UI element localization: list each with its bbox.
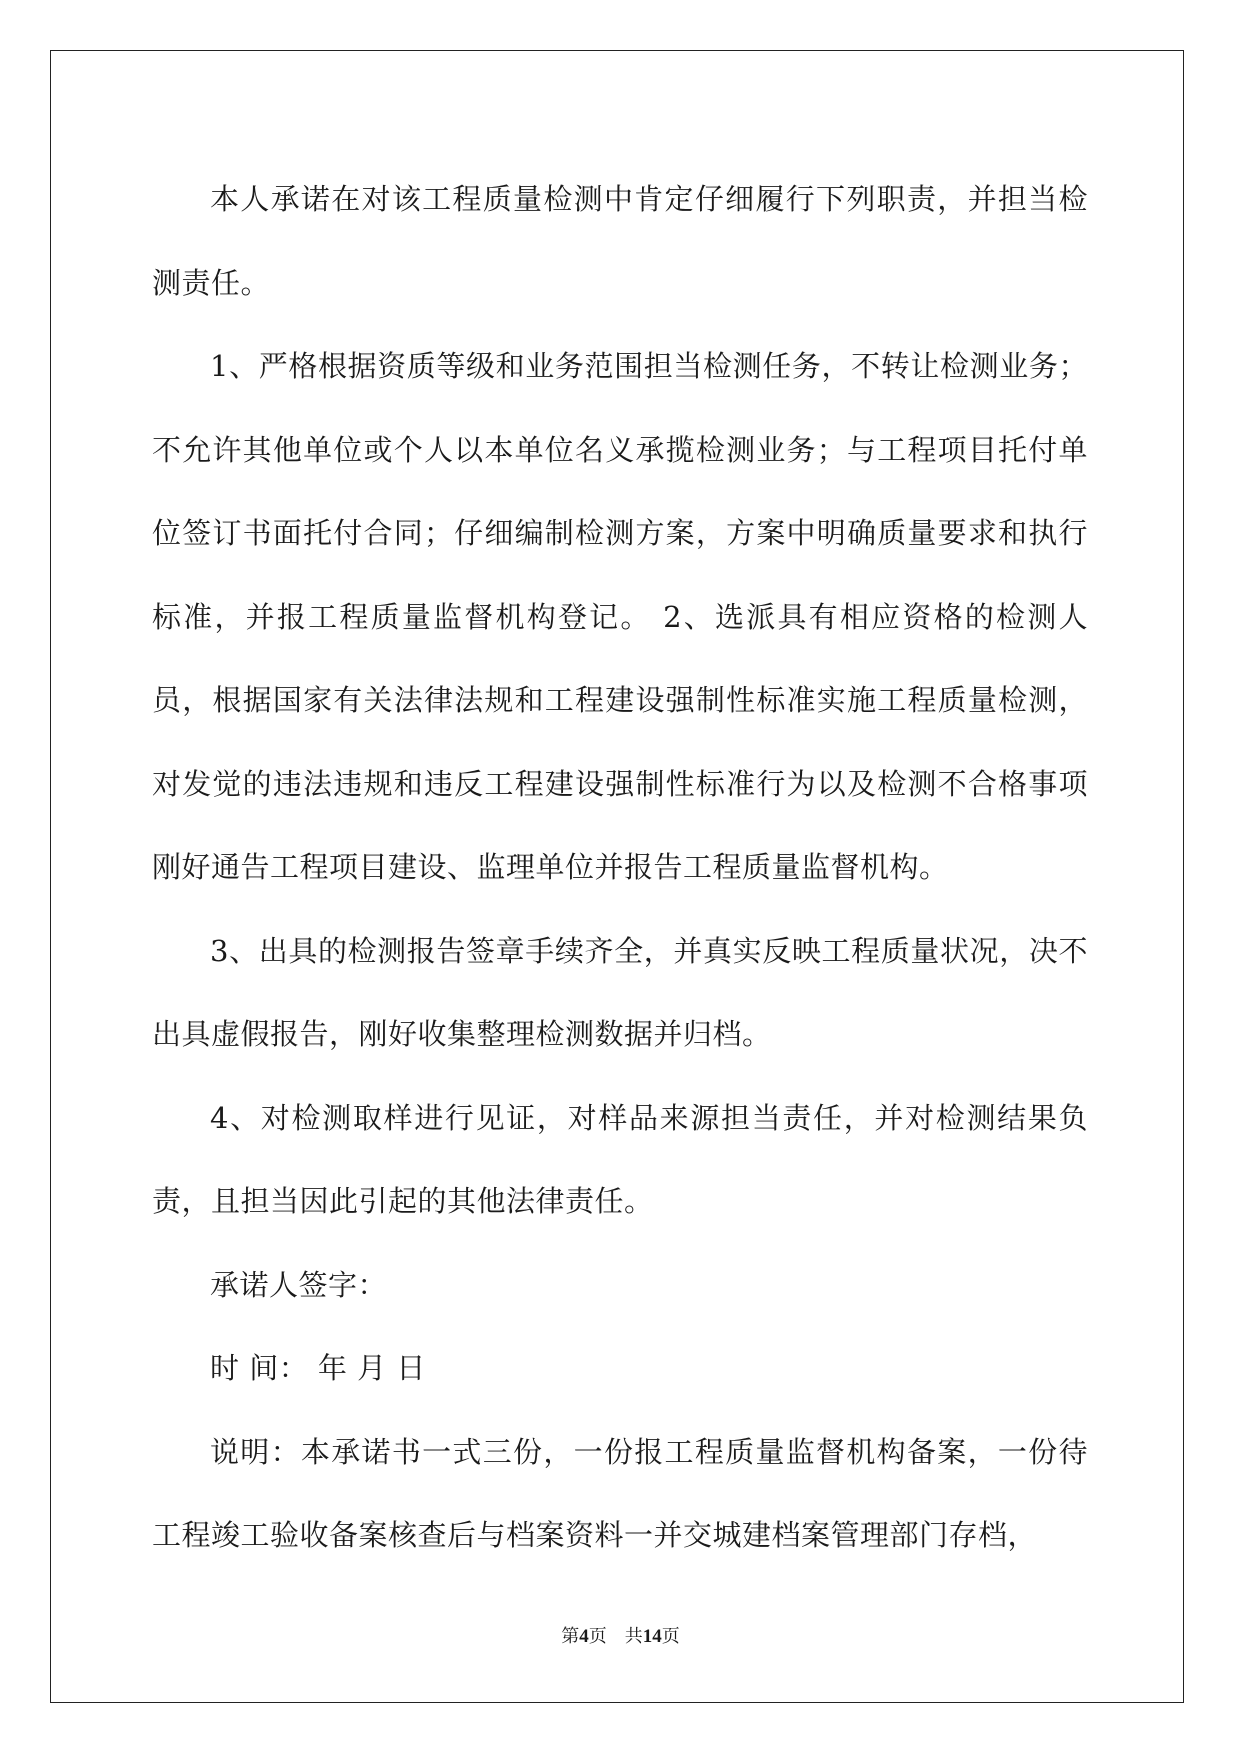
date-line: 时 间： 年 月 日	[210, 1351, 426, 1385]
footer-total-prefix: 共	[624, 1626, 643, 1647]
paragraph-intro: 本人承诺在对该工程质量检测中肯定仔细履行下列职责，并担当检测责任。	[152, 182, 1088, 300]
signature-line: 承诺人签字：	[210, 1267, 388, 1302]
paragraph-items-1-2: 1、严格根据资质等级和业务范围担当检测任务，不转让检测业务；不允许其他单位或个人以本单位名义承揽检测业务；与工程项目托付单位签订书面托付合同；仔细编制检测方案，方案中明确质量要求和执行标准，并报工程质量监督机构登记。 2、选派具有相应资格的检测人员，根据国家有关法律法规和工程建设强制性标准实施工程质量检测，对发觉的违法违规和违反工程建设强制性标准行为以及检测不合格事项刚好通告工程项目建设、监理单位并报告工程质量监督机构。	[152, 349, 1088, 884]
paragraph-item-4: 4、对检测取样进行见证，对样品来源担当责任，并对检测结果负责，且担当因此引起的其他法律责任。	[152, 1100, 1088, 1218]
footer-total-suffix: 页	[661, 1626, 680, 1647]
document-body	[152, 158, 1088, 1578]
footer-prefix: 第	[561, 1626, 580, 1647]
paragraph-note: 说明：本承诺书一式三份，一份报工程质量监督机构备案，一份待工程竣工验收备案核查后与档案资料一并交城建档案管理部门存档，	[152, 1434, 1088, 1552]
page-footer	[0, 1622, 1241, 1648]
paragraph-item-3: 3、出具的检测报告签章手续齐全，并真实反映工程质量状况，决不出具虚假报告，刚好收集整理检测数据并归档。	[152, 933, 1088, 1051]
footer-total-pages: 14	[642, 1626, 662, 1647]
footer-page-number: 4	[579, 1626, 589, 1647]
footer-page-suffix: 页	[588, 1626, 607, 1647]
